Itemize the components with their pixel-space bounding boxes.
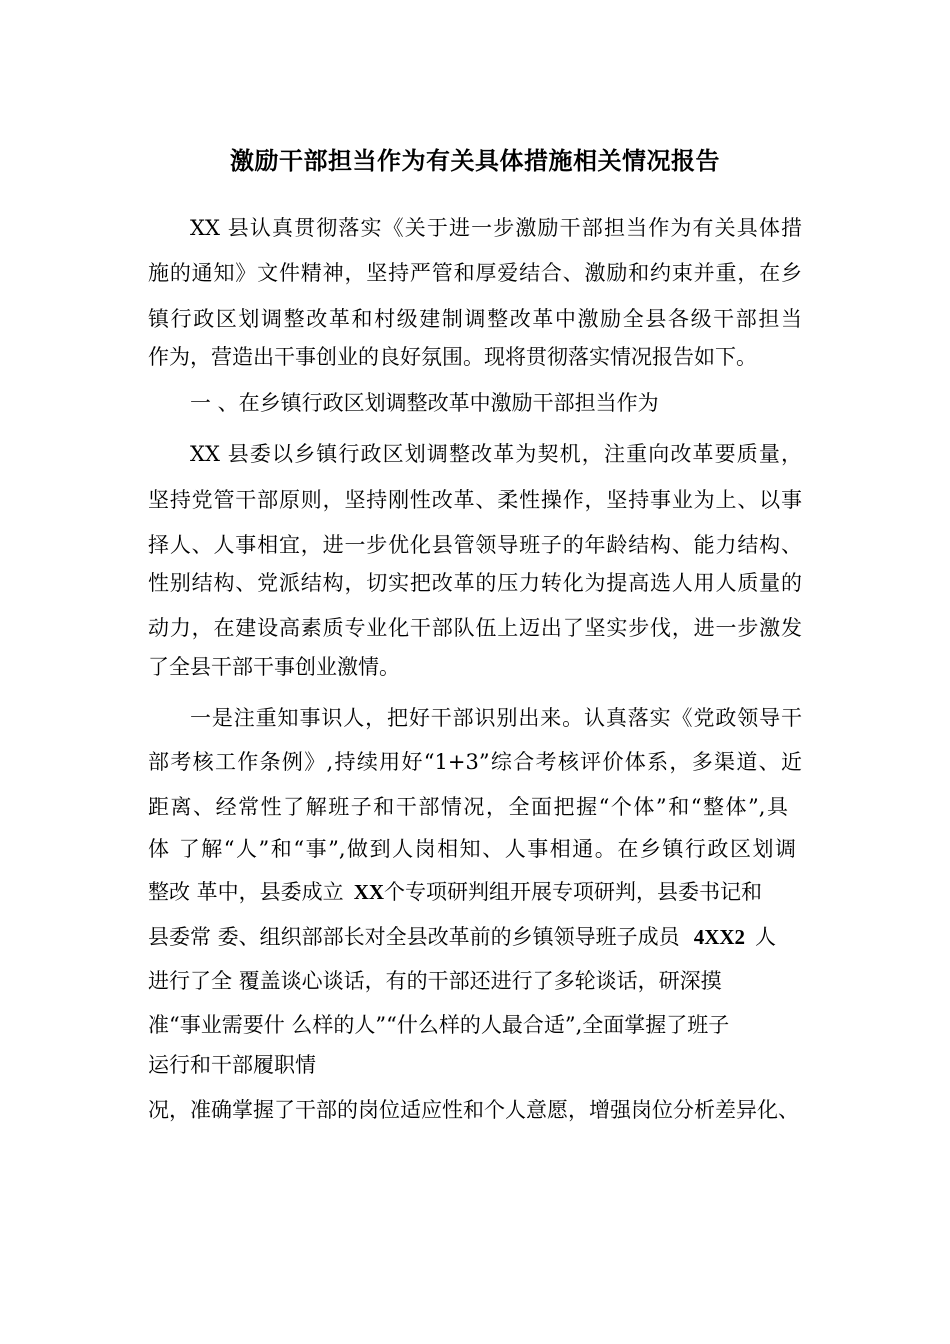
paragraph-line: 体 了解“人”和“事”,做到人岗相知、人事相通。在乡镇行政区划调: [148, 837, 796, 861]
paragraph-line: 性别结构、党派结构，切实把改革的压力转化为提高选人用人质量的: [148, 571, 802, 595]
paragraph-line: XX 县委以乡镇行政区划调整改革为契机，注重向改革要质量，: [190, 442, 802, 466]
paragraph-line: [148, 922, 776, 952]
highlighted-count: 4XX2: [693, 925, 746, 949]
paragraph-line: 择人、人事相宜，进一步优化县管领导班子的年龄结构、能力结构、: [148, 533, 802, 557]
paragraph-line: 坚持党管干部原则，坚持刚性改革、柔性操作，坚持事业为上、以事: [148, 488, 802, 512]
text-run: 县委常 委、组织部部长对全县改革前的乡镇领导班子成员: [148, 925, 680, 949]
section-heading: 一 、在乡镇行政区划调整改革中激励干部担当作为: [190, 391, 659, 415]
paragraph-line: 一是注重知事识人，把好干部识别出来。认真落实《党政领导干: [190, 706, 802, 730]
paragraph-line: 进行了全 覆盖谈心谈话，有的干部还进行了多轮谈话，研深摸: [148, 969, 722, 993]
document-title: 激励干部担当作为有关具体措施相关情况报告: [230, 147, 720, 175]
paragraph-line: [148, 877, 762, 907]
paragraph-line: 况，准确掌握了干部的岗位适应性和个人意愿，增强岗位分析差异化、: [148, 1098, 799, 1122]
paragraph-line: 动力，在建设高素质专业化干部队伍上迈出了坚实步伐，进一步激发: [148, 616, 802, 640]
paragraph-line: 作为，营造出干事创业的良好氛围。现将贯彻落实情况报告如下。: [148, 345, 757, 369]
paragraph-line: 施的通知》文件精神，坚持严管和厚爱结合、激励和约束并重，在乡: [148, 261, 802, 285]
text-run: 个专项研判组开展专项研判，县委书记和: [384, 880, 763, 904]
paragraph-line: XX 县认真贯彻落实《关于进一步激励干部担当作为有关具体措: [190, 216, 802, 240]
paragraph-line: 准“事业需要什 么样的人”“什么样的人最合适”,全面掌握了班子: [148, 1013, 730, 1037]
paragraph-line: 运行和干部履职情: [148, 1053, 316, 1077]
text-run: 整改 革中，县委成立: [148, 880, 344, 904]
paragraph-line: 部考核工作条例》,持续用好“1+3”综合考核评价体系，多渠道、近: [148, 750, 802, 774]
paragraph-line: 镇行政区划调整改革和村级建制调整改革中激励全县各级干部担当: [148, 307, 802, 331]
highlighted-count: XX: [353, 880, 385, 904]
text-run: 人: [755, 925, 777, 949]
paragraph-line: 了全县干部干事创业激情。: [148, 655, 400, 679]
paragraph-line: 距离、经常性了解班子和干部情况，全面把握“个体”和“整体”,具: [148, 795, 788, 819]
